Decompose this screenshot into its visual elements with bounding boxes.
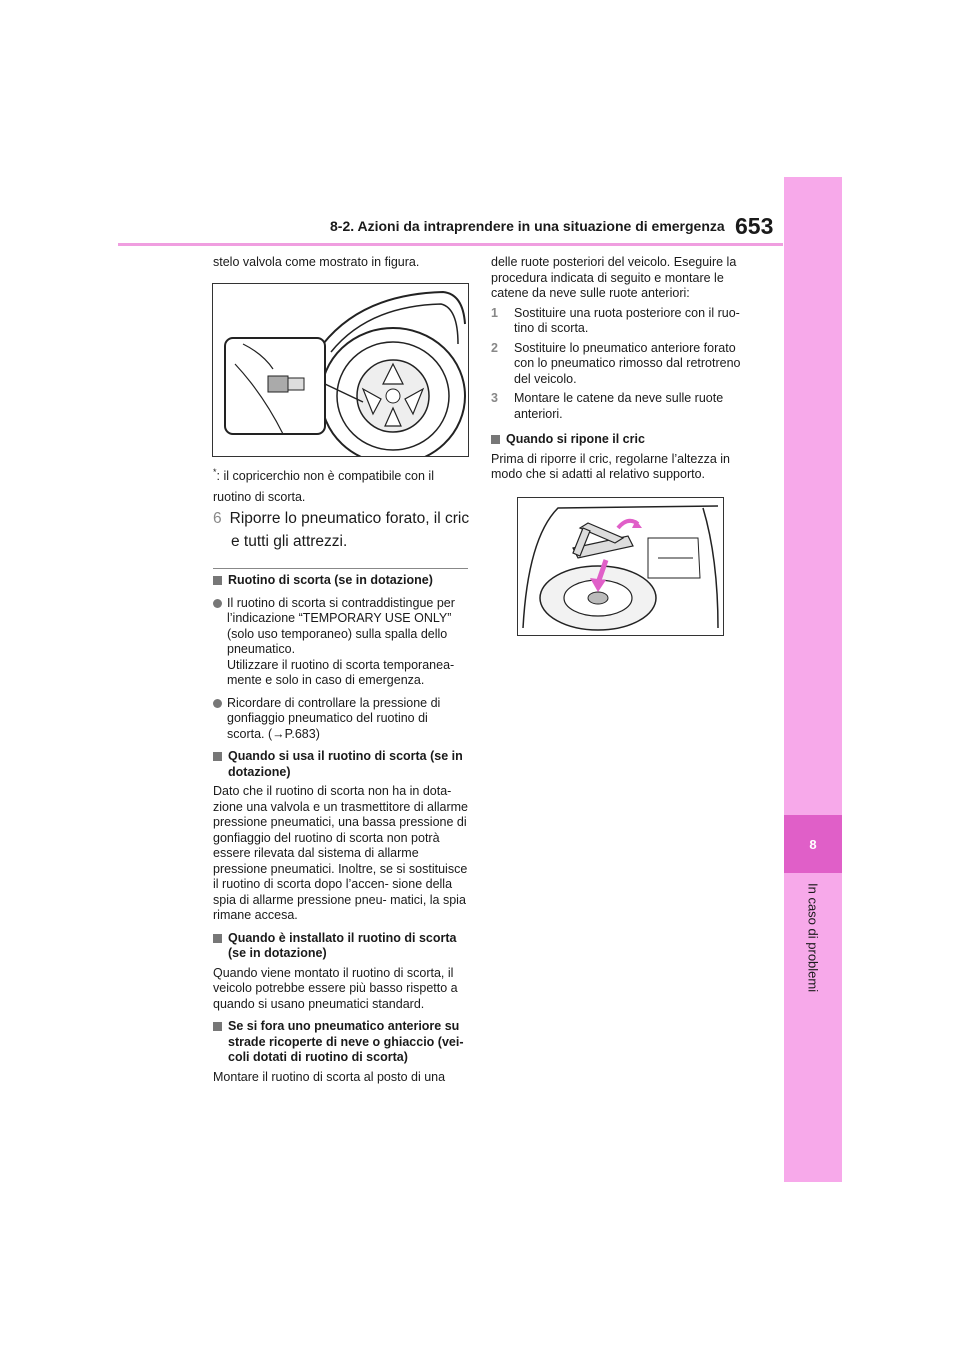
header-rule	[118, 243, 783, 246]
chapter-title: In caso di problemi	[805, 883, 821, 993]
footnote-mark: *	[213, 467, 217, 477]
square-bullet-icon	[491, 435, 500, 444]
car-jack-icon	[518, 498, 723, 635]
section-heading: Se si fora uno pneumatico anteriore su strade ricoperte di neve o ghiaccio (vei- coli dotati di ruotino di scorta)	[213, 1019, 468, 1066]
square-bullet-icon	[213, 576, 222, 585]
figure-footnote	[213, 462, 473, 508]
circle-bullet-icon	[213, 599, 222, 608]
step-number: 6	[213, 510, 222, 527]
wheel-valve-icon	[213, 284, 468, 456]
page-number: 653	[735, 213, 774, 239]
square-bullet-icon	[213, 934, 222, 943]
section-body: Dato che il ruotino di scorta non ha in dota- zione una valvola e un trasmettitore di allarme pressione pneumatici, una bassa pressione di gonfiaggio del ruotino di scorta non potrà essere rilevata dal sistema di allarme pressione pneumatici. Inoltre, se si sostituisce il ruotino di scorta dopo l’accen- sione della spia di allarme pressione pneu- matici, la spia rimane accesa.	[213, 784, 468, 922]
section-heading: Ruotino di scorta (se in dotazione)	[213, 573, 468, 589]
chapter-side-strip	[784, 177, 842, 1182]
valve-stem-illustration	[212, 283, 469, 457]
intro-text: delle ruote posteriori del veicolo. Eseguire la procedura indicata di seguito e montare le catene da neve sulle ruote anteriori:	[491, 255, 737, 300]
square-bullet-icon	[213, 1022, 222, 1031]
section-body: Prima di riporre il cric, regolarne l’altezza in modo che si adatti al relativo supporto.	[491, 451, 730, 481]
lead-text: stelo valvola come mostrato in figura.	[213, 255, 420, 269]
list-item: 1 Sostituire una ruota posteriore con il ruo- tino di scorta.	[491, 305, 740, 335]
step-text-line2: e tutti gli attrezzi.	[231, 533, 348, 550]
step-text-line1: Riporre lo pneumatico forato, il cric	[229, 510, 470, 527]
section-body: Quando viene montato il ruotino di scorta, il veicolo potrebbe essere più basso rispetto a quando si usano pneumatici standard.	[213, 965, 458, 1011]
jack-storage-illustration	[517, 497, 724, 636]
footnote-text: : il copricerchio non è compatibile con il ruotino di scorta.	[213, 469, 434, 505]
list-item: 3 Montare le catene da neve sulle ruote anteriori.	[491, 391, 724, 421]
chapter-title-tab[interactable]	[784, 883, 842, 1023]
step-6	[213, 507, 473, 553]
square-bullet-icon	[213, 752, 222, 761]
notes-left	[213, 573, 468, 1085]
list-item: Il ruotino di scorta si contraddistingue per l’indicazione “TEMPORARY USE ONLY” (solo uso temporaneo) sulla spalla dello pneumatico. Utilizzare il ruotino di scorta temporanea- mente e solo in caso di emergenza.	[213, 596, 468, 689]
section-heading: Quando si ripone il cric	[491, 432, 756, 448]
section-heading: Quando è installato il ruotino di scorta (se in dotazione)	[213, 931, 468, 962]
notes-right	[491, 255, 756, 483]
circle-bullet-icon	[213, 699, 222, 708]
section-heading: Quando si usa il ruotino di scorta (se in dotazione)	[213, 749, 468, 780]
list-item: Ricordare di controllare la pressione di gonfiaggio pneumatico del ruotino di scorta. (→P.683)	[213, 696, 468, 743]
list-item: 2 Sostituire lo pneumatico anteriore forato con lo pneumatico rimosso dal retrotreno del veicolo.	[491, 340, 741, 386]
section-divider	[213, 568, 468, 569]
chapter-number-tab[interactable]: 8	[784, 815, 842, 873]
running-header: 8-2. Azioni da intraprendere in una situazione di emergenza	[330, 218, 725, 234]
section-body: Montare il ruotino di scorta al posto di una	[213, 1069, 446, 1084]
